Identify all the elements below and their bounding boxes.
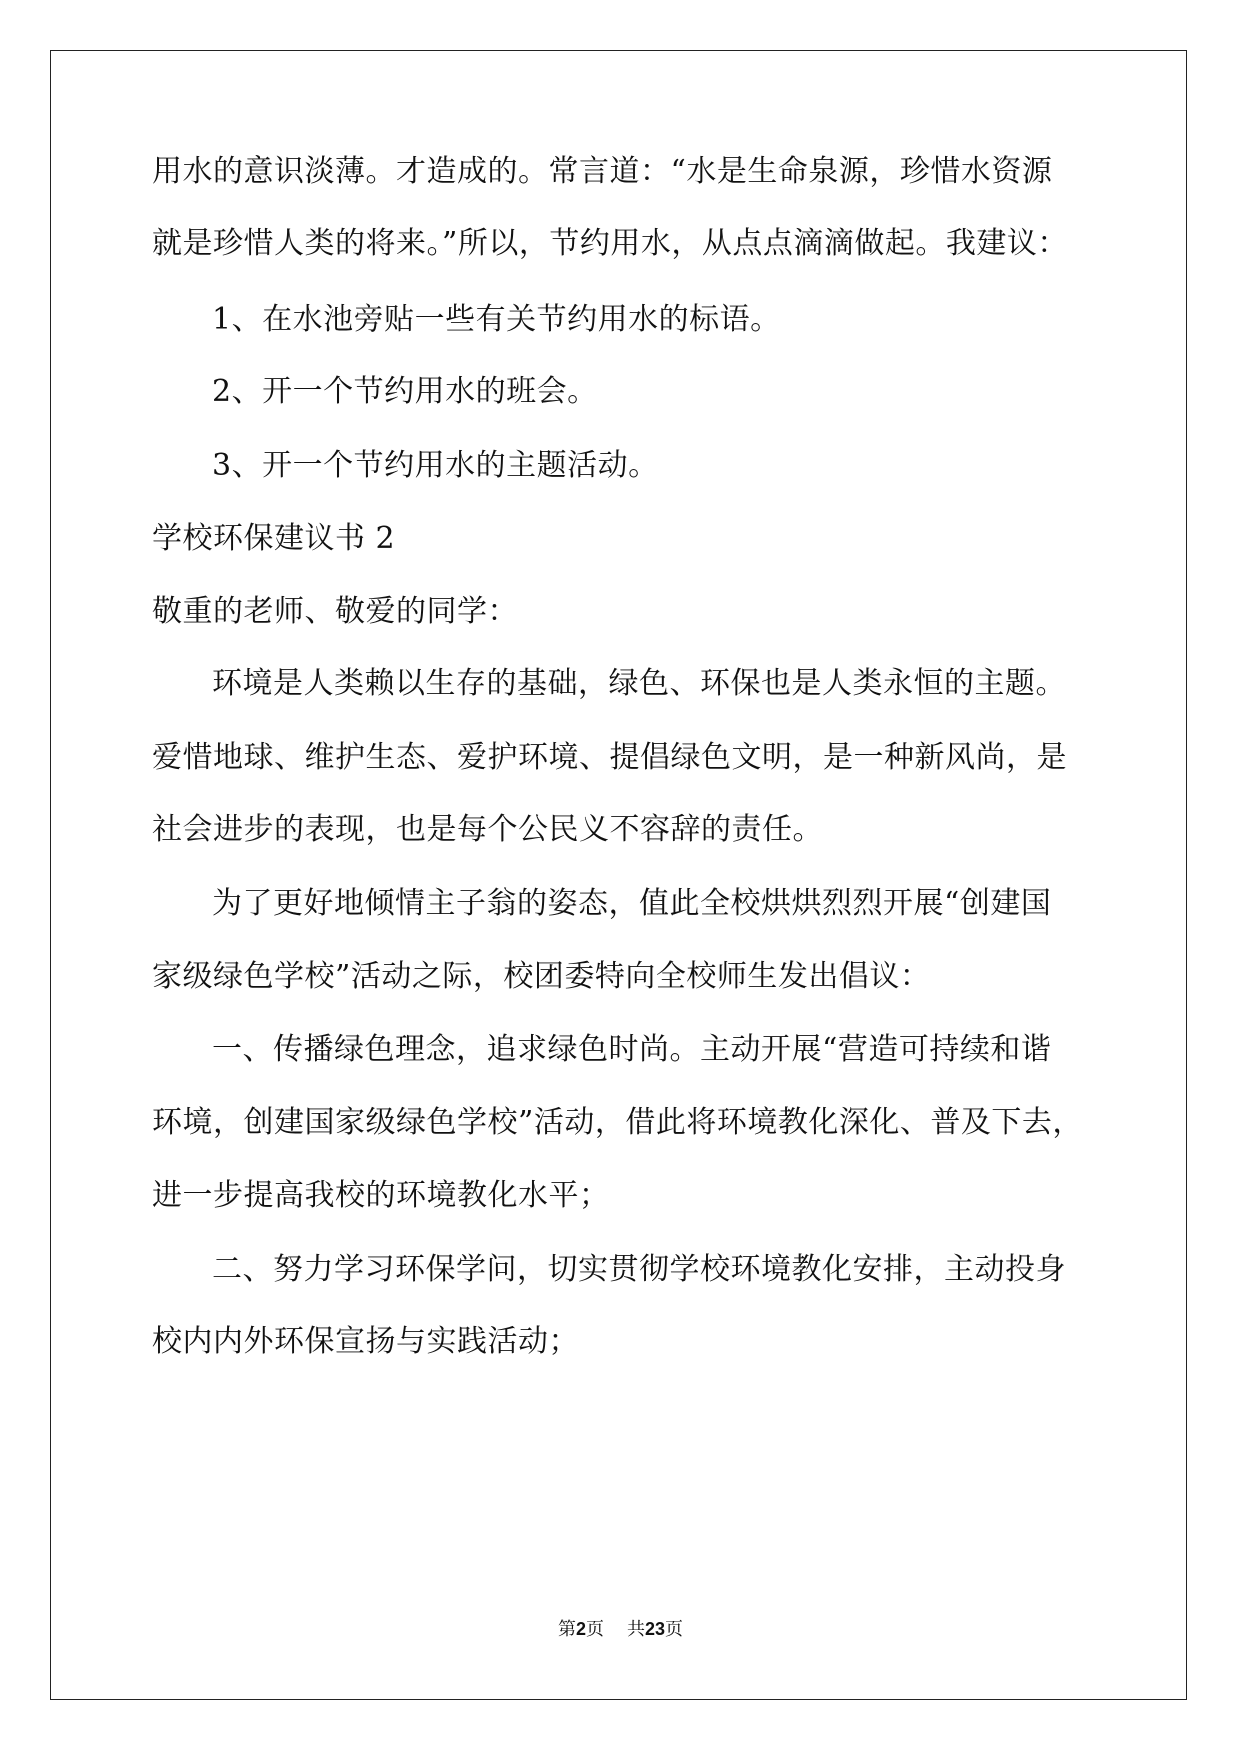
paragraph-line: 为了更好地倾情主子翁的姿态，值此全校烘烘烈烈开展“创建国 — [212, 886, 1052, 921]
footer-total-pages: 23 — [644, 1619, 665, 1639]
footer-page-prefix: 第 — [558, 1619, 577, 1640]
paragraph-line: 用水的意识淡薄。才造成的。常言道：“水是生命泉源，珍惜水资源 — [152, 154, 1053, 189]
footer-page-suffix: 页 — [586, 1619, 605, 1640]
paragraph-line: 二、努力学习环保学问，切实贯彻学校环境教化安排，主动投身 — [212, 1252, 1066, 1287]
page-footer — [0, 1617, 1241, 1642]
paragraph-line: 环境，创建国家级绿色学校”活动，借此将环境教化深化、普及下去， — [152, 1105, 1083, 1140]
salutation: 敬重的老师、敬爱的同学： — [152, 594, 518, 629]
page-border — [50, 50, 1187, 1700]
paragraph-line: 就是珍惜人类的将来。”所以，节约用水，从点点滴滴做起。我建议： — [152, 226, 1068, 261]
paragraph-line: 家级绿色学校”活动之际，校团委特向全校师生发出倡议： — [152, 959, 931, 994]
footer-total-suffix: 页 — [664, 1619, 683, 1640]
list-item: 3、开一个节约用水的主题活动。 — [212, 448, 659, 483]
paragraph-line: 社会进步的表现，也是每个公民义不容辞的责任。 — [152, 812, 823, 847]
section-title: 学校环保建议书 2 — [152, 521, 396, 556]
paragraph-line: 爱惜地球、维护生态、爱护环境、提倡绿色文明，是一种新风尚，是 — [152, 740, 1067, 775]
list-item: 1、在水池旁贴一些有关节约用水的标语。 — [212, 302, 781, 337]
footer-page-number: 2 — [576, 1619, 587, 1639]
paragraph-line: 一、传播绿色理念，追求绿色时尚。主动开展“营造可持续和谐 — [212, 1032, 1052, 1067]
paragraph-line: 校内内外环保宣扬与实践活动； — [152, 1324, 579, 1359]
paragraph-line: 环境是人类赖以生存的基础，绿色、环保也是人类永恒的主题。 — [212, 666, 1066, 701]
footer-total-prefix: 共 — [626, 1619, 645, 1640]
paragraph-line: 进一步提高我校的环境教化水平； — [152, 1178, 610, 1213]
list-item: 2、开一个节约用水的班会。 — [212, 374, 598, 409]
